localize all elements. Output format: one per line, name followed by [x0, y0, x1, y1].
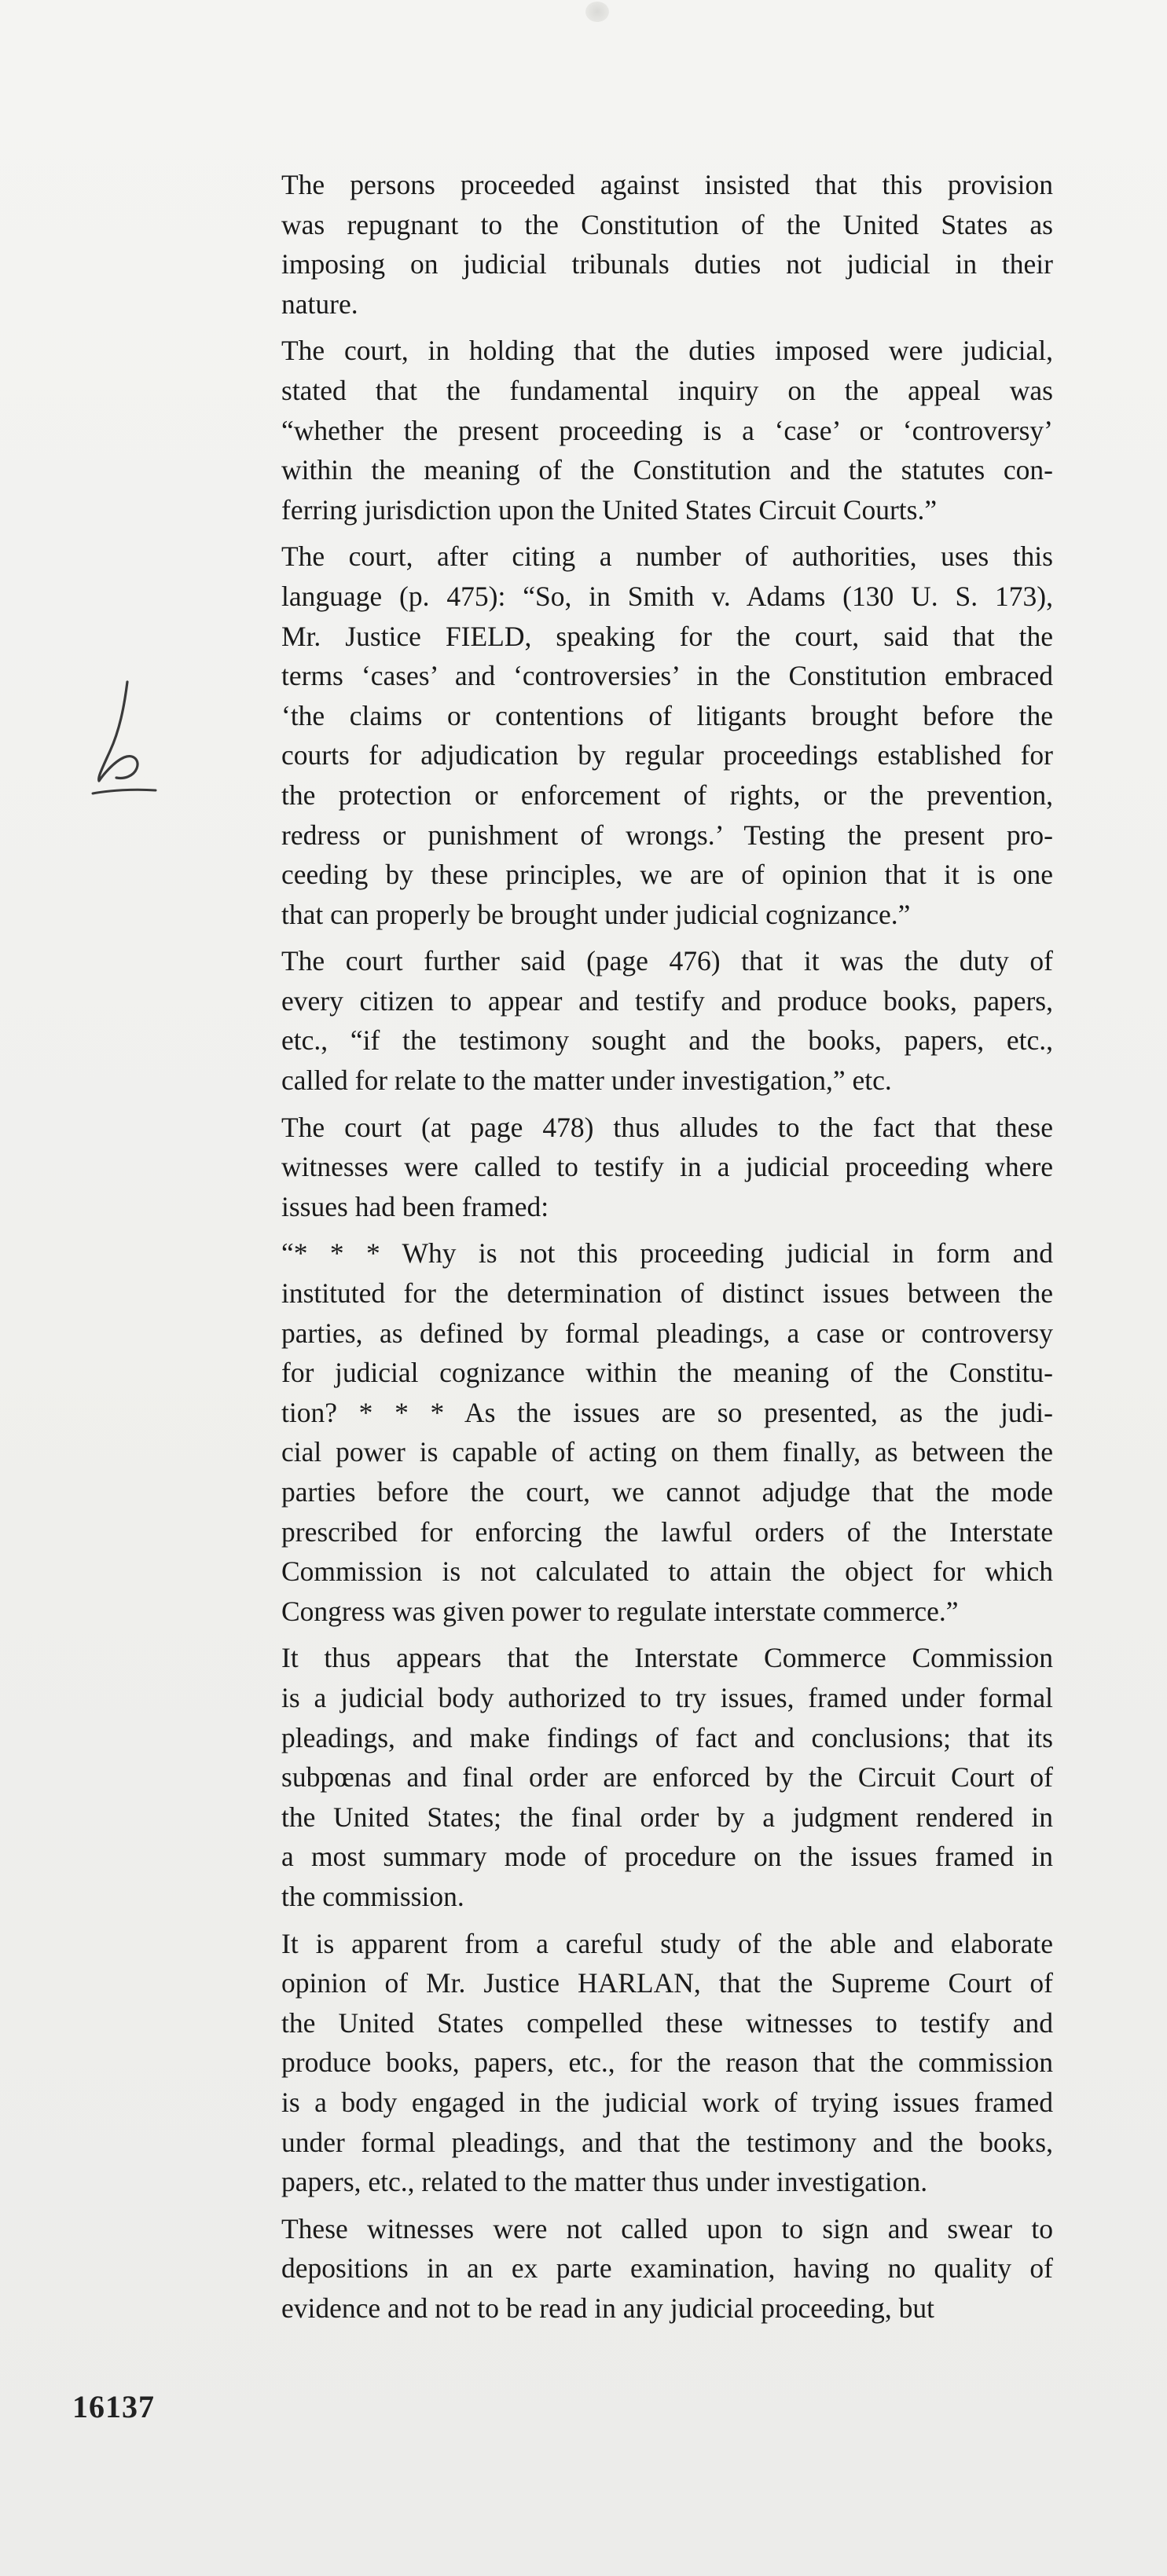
text-line: imposing on judicial tribunals duties not judicial in their: [281, 248, 1053, 280]
text-line: for judicial cognizance within the meaning of the Constitu-: [281, 1357, 1053, 1389]
paragraph: [250, 165, 1053, 324]
text-line: papers, etc., related to the matter thus under investigation.: [281, 2166, 928, 2198]
paragraph: [250, 941, 1053, 1100]
text-line: ‘the claims or contentions of litigants brought before the: [281, 699, 1053, 731]
text-line: prescribed for enforcing the lawful orders of the Interstate: [281, 1515, 1053, 1548]
text-line: within the meaning of the Constitution and the statutes con-: [281, 454, 1053, 486]
text-line: that can properly be brought under judicial cognizance.”: [281, 898, 911, 930]
text-line: etc., “if the testimony sought and the books, papers, etc.,: [281, 1024, 1053, 1057]
paragraph: [250, 2209, 1053, 2329]
text-line: “whether the present proceeding is a ‘case’ or ‘controversy’: [281, 414, 1053, 446]
handwritten-margin-mark: [79, 676, 181, 801]
paragraph: [250, 1924, 1053, 2202]
text-line: under formal pleadings, and that the testimony and the books,: [281, 2126, 1053, 2158]
page-footer-number: 16137: [72, 2389, 155, 2424]
text-line: courts for adjudication by regular proceedings established for: [281, 739, 1053, 771]
text-line: Mr. Justice FIELD, speaking for the court, said that the: [281, 620, 1053, 652]
text-line: “* * * Why is not this proceeding judicial in form and: [281, 1237, 1053, 1270]
text-line: terms ‘cases’ and ‘controversies’ in the Constitution embraced: [281, 660, 1053, 692]
text-line: depositions in an ex parte examination, having no quality of: [281, 2252, 1053, 2285]
text-line: the United States compelled these witnesses to testify and: [281, 2006, 1053, 2039]
text-line: issues had been framed:: [281, 1190, 549, 1222]
paragraph: [250, 1108, 1053, 1227]
text-line: ceeding by these principles, we are of opinion that it is one: [281, 859, 1053, 891]
text-line: redress or punishment of wrongs.’ Testing the present pro-: [281, 819, 1053, 851]
text-line: It thus appears that the Interstate Commerce Commission: [281, 1642, 1053, 1674]
text-line: is a judicial body authorized to try issues, framed under formal: [281, 1681, 1053, 1713]
text-line: tion? * * * As the issues are so presented, as the judi-: [281, 1396, 1053, 1428]
text-line: It is apparent from a careful study of the able and elaborate: [281, 1927, 1053, 1959]
document-body: [250, 165, 1053, 2328]
text-line: produce books, papers, etc., for the reason that the commission: [281, 2047, 1053, 2079]
text-line: instituted for the determination of distinct issues between the: [281, 1277, 1053, 1310]
text-line: called for relate to the matter under investigation,” etc.: [281, 1064, 892, 1097]
text-line: The persons proceeded against insisted that this provision: [281, 169, 1053, 200]
text-line: Congress was given power to regulate interstate commerce.”: [281, 1595, 959, 1627]
text-line: These witnesses were not called upon to sign and swear to: [281, 2212, 1053, 2244]
text-line: parties before the court, we cannot adjudge that the mode: [281, 1476, 1053, 1508]
text-line: ferring jurisdiction upon the United States Circuit Courts.”: [281, 493, 938, 526]
text-line: every citizen to appear and testify and produce books, papers,: [281, 984, 1053, 1017]
paragraph: [250, 1638, 1053, 1916]
text-line: cial power is capable of acting on them finally, as between the: [281, 1436, 1053, 1468]
text-line: stated that the fundamental inquiry on the appeal was: [281, 374, 1053, 406]
text-line: is a body engaged in the judicial work of trying issues framed: [281, 2086, 1053, 2118]
text-line: the protection or enforcement of rights, or the prevention,: [281, 779, 1053, 811]
text-line: language (p. 475): “So, in Smith v. Adams (130 U. S. 173),: [281, 580, 1053, 612]
text-line: evidence and not to be read in any judicial proceeding, but: [281, 2292, 934, 2324]
text-line: The court further said (page 476) that it was the duty of: [281, 945, 1053, 977]
text-line: subpœnas and final order are enforced by the Circuit Court of: [281, 1761, 1053, 1794]
text-line: a most summary mode of procedure on the issues framed in: [281, 1841, 1053, 1873]
text-line: The court, in holding that the duties imposed were judicial,: [281, 335, 1053, 367]
paragraph: [250, 1233, 1053, 1631]
text-line: witnesses were called to testify in a judicial proceeding where: [281, 1151, 1053, 1183]
text-line: parties, as defined by formal pleadings, a case or controversy: [281, 1317, 1053, 1349]
text-line: the commission.: [281, 1880, 464, 1912]
text-line: was repugnant to the Constitution of the United States as: [281, 208, 1053, 240]
punch-hole: [585, 2, 609, 22]
text-line: Commission is not calculated to attain the object for which: [281, 1555, 1053, 1588]
text-line: The court (at page 478) thus alludes to the fact that these: [281, 1111, 1053, 1143]
text-line: The court, after citing a number of authorities, uses this: [281, 540, 1053, 573]
paragraph: [250, 537, 1053, 934]
paragraph: [250, 331, 1053, 529]
text-line: opinion of Mr. Justice HARLAN, that the Supreme Court of: [281, 1967, 1053, 1999]
text-line: nature.: [281, 288, 358, 320]
text-line: pleadings, and make findings of fact and conclusions; that its: [281, 1721, 1053, 1753]
text-line: the United States; the final order by a judgment rendered in: [281, 1801, 1053, 1833]
